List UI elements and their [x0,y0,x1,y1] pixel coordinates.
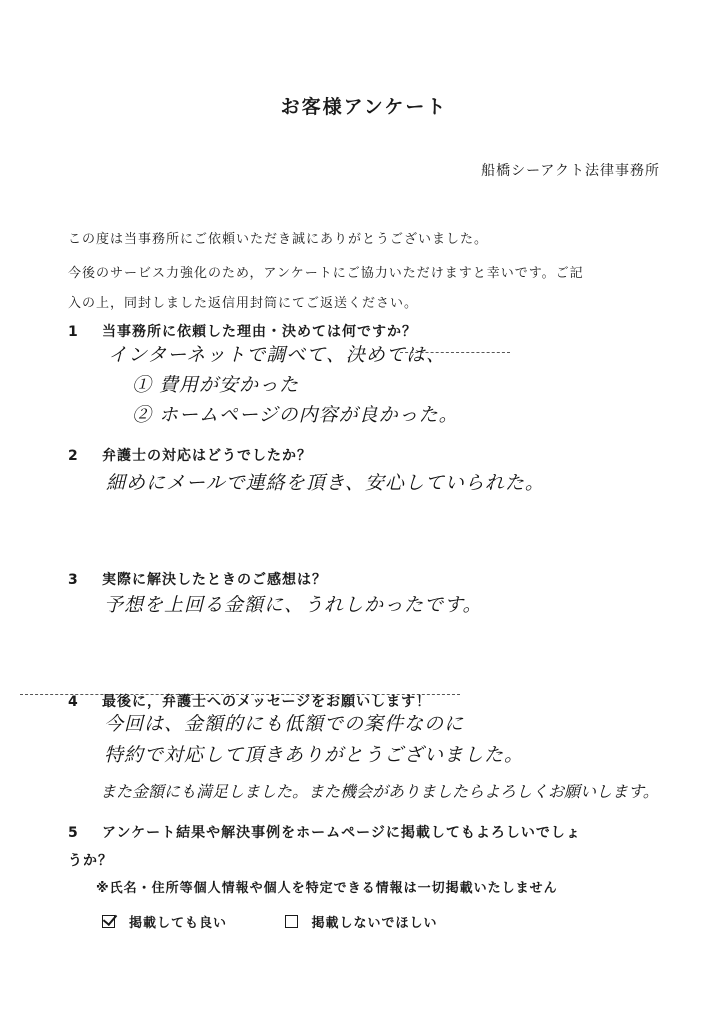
question-text: 弁護士の対応はどうでしたか？ [102,448,312,464]
question-text: 当事務所に依頼した理由・決めては何ですか？ [102,324,417,340]
checked-checkbox-icon[interactable] [102,915,115,928]
answer-1-line-3: ② ホームページの内容が良かった。 [132,404,459,426]
publication-options [102,912,490,931]
answer-4-line-1: 今回は、金額的にも低額での案件なのに [104,713,465,735]
question-text: 実際に解決したときのご感想は？ [102,572,327,588]
answer-2: 細めにメールで連絡を頂き、安心していられた。 [106,472,545,494]
option-do-not-publish[interactable] [285,912,438,931]
option-publish[interactable] [102,912,227,931]
question-2 [68,445,312,465]
question-number: 5 [68,825,79,841]
answer-3: 予想を上回る金額に、うれしかったです。 [104,594,483,616]
question-number: 2 [68,448,79,464]
question-5-continued: うか？ [68,853,113,869]
question-number: 4 [68,694,79,710]
intro-line-2: 今後のサービス力強化のため，アンケートにご協力いただけますと幸いです。ご記 [68,266,584,281]
option-label: 掲載しないでほしい [311,916,438,931]
question-text: アンケート結果や解決事例をホームページに掲載してもよろしいでしょ [102,825,581,841]
option-label: 掲載しても良い [129,916,228,931]
intro-line-1: この度は当事務所にご依頼いただき誠にありがとうございました。 [68,232,489,247]
organization-name: 船橋シーアクト法律事務所 [481,163,660,179]
answer-1-line-2: ① 費用が安かった [132,374,300,396]
privacy-note: ※氏名・住所等個人情報や個人を特定できる情報は一切掲載いたしません [96,881,558,896]
question-number: 1 [68,324,79,340]
question-number: 3 [68,572,79,588]
question-text: 最後に，弁護士へのメッセージをお願いします！ [102,694,432,710]
answer-1-line-1: インターネットで調べて、決めては、 [108,344,446,366]
checkbox-icon[interactable] [285,915,298,928]
scribble-mark [400,352,510,353]
question-1 [68,321,417,341]
intro-line-3: 入の上，同封しました返信用封筒にてご返送ください。 [68,296,419,311]
question-3 [68,569,327,589]
question-4 [68,691,431,711]
answer-4-line-3: また金額にも満足しました。また機会がありましたらよろしくお願いします。 [100,782,659,801]
page-title: お客様アンケート [280,96,448,118]
answer-4-line-2: 特約で対応して頂きありがとうございました。 [104,744,525,766]
question-5 [68,822,581,842]
